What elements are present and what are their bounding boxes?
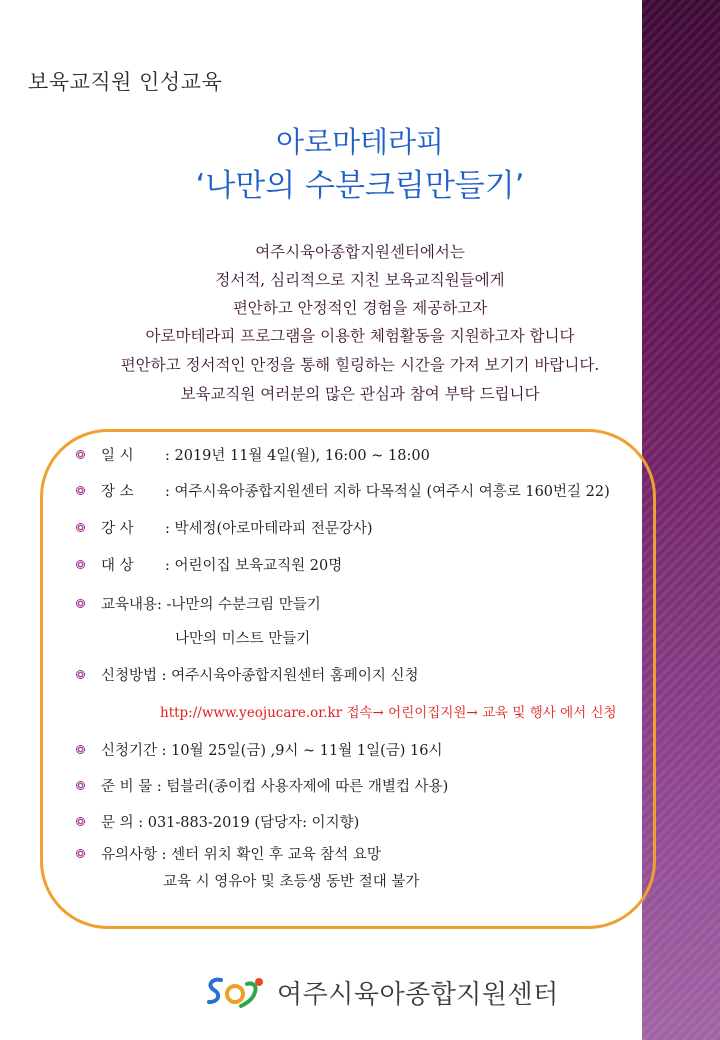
detail-value-continued: 교육 시 영유아 및 초등생 동반 절대 불가 [163, 874, 420, 890]
intro-line: 아로마테라피 프로그램을 이용한 체험활동을 지원하고자 합니다 [145, 327, 575, 345]
detail-label: 유의사항 [101, 847, 158, 863]
intro-line: 편안하고 정서적인 안정을 통해 힐링하는 시간을 가져 보기기 바랍니다. [120, 356, 600, 374]
bullet-icon [76, 486, 85, 495]
page-subtitle: ‘나만의 수분크림만들기’ [195, 168, 525, 204]
bullet-icon [76, 781, 85, 790]
detail-label: 교육내용 [101, 597, 158, 613]
detail-label: 대 상 [101, 558, 134, 574]
page-title: 아로마테라피 [275, 125, 445, 159]
bullet-icon [76, 450, 85, 459]
detail-value: : 2019년 11월 4일(월), 16:00 ~ 18:00 [165, 448, 430, 464]
detail-label: 일 시 [101, 448, 134, 464]
detail-value-continued: 나만의 미스트 만들기 [175, 631, 311, 647]
detail-label: 신청기간 [101, 743, 158, 759]
detail-value: : 어린이집 보육교직원 20명 [165, 558, 343, 574]
org-name: 여주시육아종합지원센터 [277, 979, 559, 1010]
bullet-icon [76, 849, 85, 858]
bullet-icon [76, 817, 85, 826]
category-heading: 보육교직원 인성교육 [28, 70, 223, 94]
detail-row-supplies [76, 775, 448, 796]
bullet-icon [76, 560, 85, 569]
org-logo-icon [205, 974, 269, 1010]
detail-label: 문 의 [101, 815, 134, 831]
detail-value: : 센터 위치 확인 후 교육 참석 요망 [157, 847, 381, 863]
bullet-icon [76, 523, 85, 532]
detail-row-target [76, 554, 342, 575]
intro-line: 편안하고 안정적인 경험을 제공하고자 [232, 299, 488, 317]
detail-label: 장 소 [101, 484, 134, 500]
detail-value: : 여주시육아종합지원센터 지하 다목적실 (여주시 여흥로 160번길 22) [165, 484, 610, 500]
detail-row-contact [76, 811, 359, 832]
detail-label: 강 사 [101, 521, 134, 537]
detail-value: : 10월 25일(금) ,9시 ~ 11월 1일(금) 16시 [157, 743, 443, 759]
detail-row-content [76, 593, 321, 614]
detail-row-place [76, 480, 610, 501]
detail-row-period [76, 739, 443, 760]
detail-value: : 텀블러(종이컵 사용자제에 따른 개별컵 사용) [152, 779, 449, 795]
bullet-icon [76, 745, 85, 754]
detail-value: : 박세정(아로마테라피 전문강사) [165, 521, 373, 537]
detail-label: 신청방법 [101, 668, 158, 684]
detail-row-date [76, 444, 430, 465]
org-logo [205, 972, 559, 1012]
apply-url-link[interactable]: http://www.yeojucare.or.kr 접속→ 어린이집지원→ 교육 및 행사 에서 신청 [160, 705, 617, 721]
detail-row-instructor [76, 517, 373, 538]
intro-line: 정서적, 심리적으로 지친 보육교직원들에게 [215, 271, 505, 289]
intro-line: 보육교직원 여러분의 많은 관심과 참여 부탁 드립니다 [180, 385, 540, 403]
detail-row-notes [76, 843, 381, 864]
detail-value: : -나만의 수분크림 만들기 [157, 597, 321, 613]
detail-value: : 여주시육아종합지원센터 홈페이지 신청 [157, 668, 419, 684]
intro-line: 여주시육아종합지원센터에서는 [255, 243, 465, 261]
detail-row-apply [76, 664, 418, 685]
bullet-icon [76, 670, 85, 679]
detail-label: 준 비 물 [101, 779, 153, 795]
bullet-icon [76, 599, 85, 608]
detail-value: : 031-883-2019 (담당자: 이지향) [133, 815, 360, 831]
